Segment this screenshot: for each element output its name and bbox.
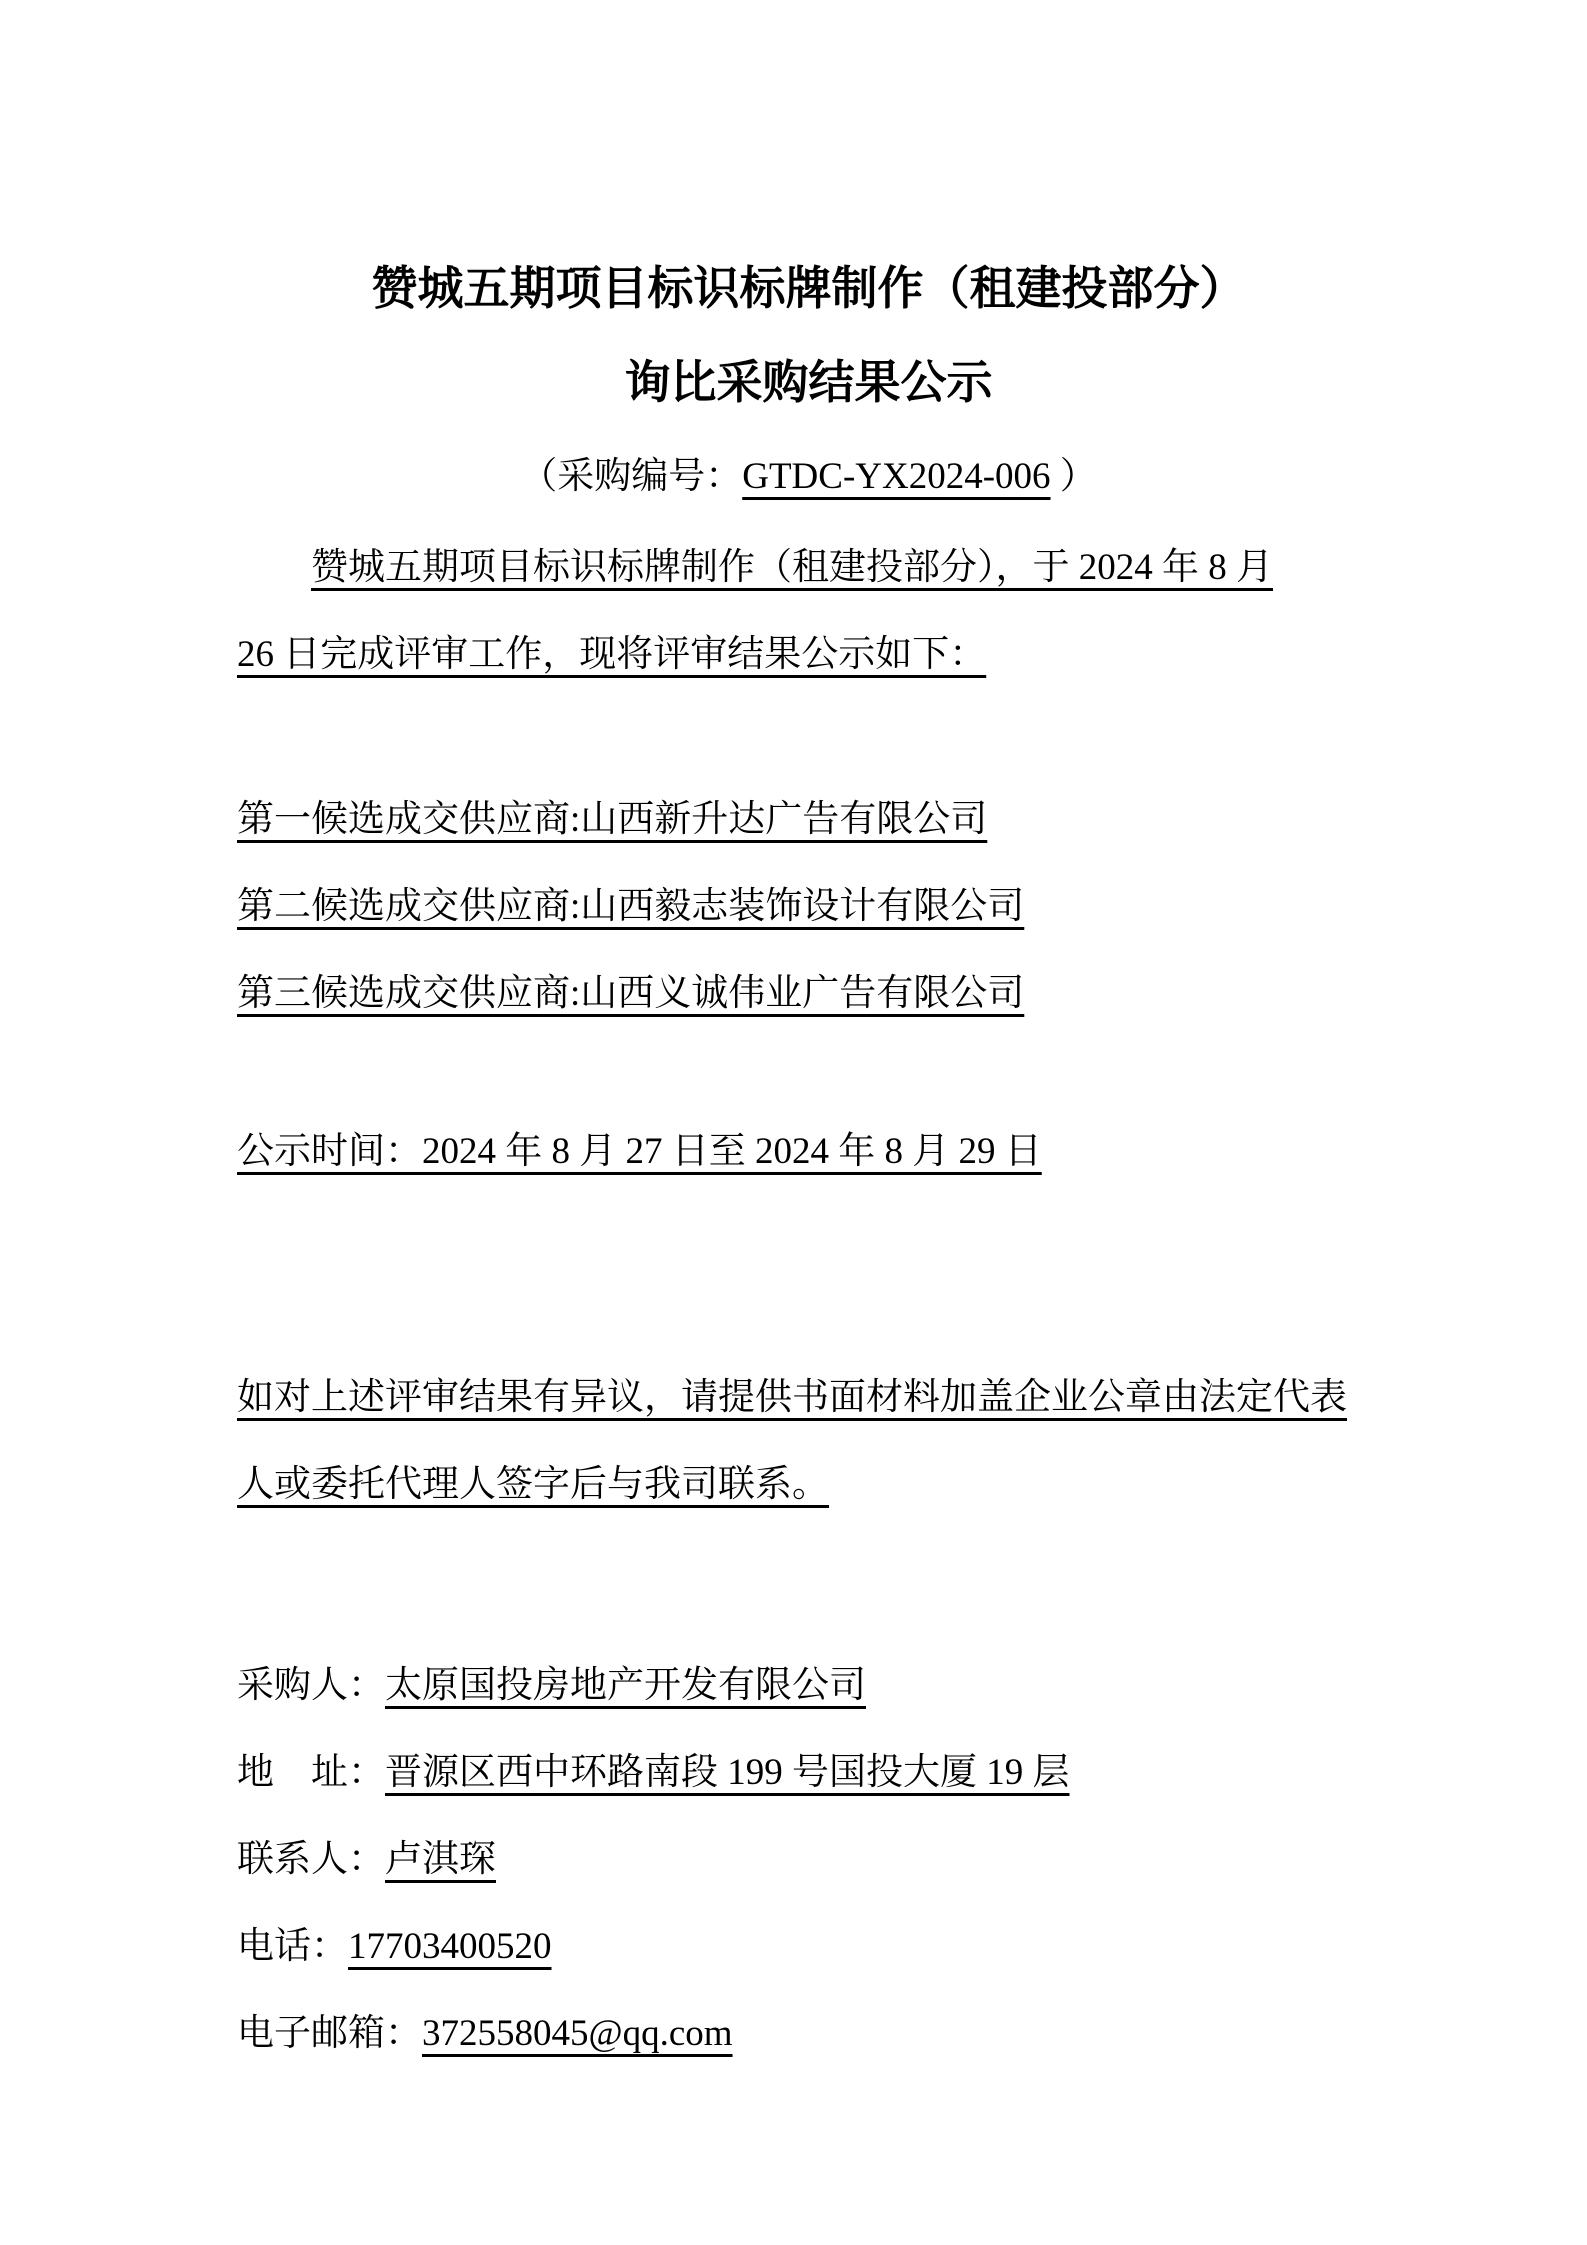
email-value: 372558045@qq.com (422, 2013, 733, 2054)
phone-value: 17703400520 (348, 1926, 552, 1967)
address-label: 地 址： (237, 1752, 385, 1793)
contact-row-contact-person (237, 1816, 1380, 1903)
document-title-line1: 赞城五期项目标识标牌制作（租建投部分） (371, 263, 1246, 314)
body-text-line2: 26 日完成评审工作，现将评审结果公示如下： (237, 634, 987, 675)
contact-row-address (237, 1729, 1380, 1816)
body-paragraph-line2 (237, 611, 1380, 698)
publicity-period-line (237, 1108, 1380, 1195)
candidate-2-text: 第二候选成交供应商:山西毅志装饰设计有限公司 (237, 886, 1025, 927)
candidate-3-text: 第三候选成交供应商:山西义诚伟业广告有限公司 (237, 973, 1025, 1014)
objection-text-line2: 人或委托代理人签字后与我司联系。 (237, 1464, 829, 1505)
candidate-line-3 (237, 950, 1380, 1037)
contact-row-email (237, 1990, 1380, 2077)
candidate-1-text: 第一候选成交供应商:山西新升达广告有限公司 (237, 799, 988, 840)
contact-person-value: 卢淇琛 (385, 1839, 496, 1880)
publicity-period-text: 公示时间：2024 年 8 月 27 日至 2024 年 8 月 29 日 (237, 1131, 1042, 1172)
objection-text-line1: 如对上述评审结果有异议，请提供书面材料加盖企业公章由法定代表 (237, 1377, 1347, 1418)
contact-row-phone (237, 1903, 1380, 1990)
contact-row-purchaser (237, 1642, 1380, 1729)
purchaser-value: 太原国投房地产开发有限公司 (385, 1665, 866, 1706)
email-label: 电子邮箱： (237, 2013, 422, 2054)
phone-label: 电话： (237, 1926, 348, 1967)
body-text-line1: 赞城五期项目标识标牌制作（租建投部分），于 2024 年 8 月 (311, 547, 1273, 588)
objection-paragraph-line1 (237, 1354, 1380, 1441)
procurement-number-line (237, 430, 1380, 524)
address-value: 晋源区西中环路南段 199 号国投大厦 19 层 (385, 1752, 1070, 1793)
document-title-line2: 询比采购结果公示 (624, 357, 993, 408)
purchaser-label: 采购人： (237, 1665, 385, 1706)
procurement-number: GTDC-YX2024-006 (742, 456, 1051, 497)
procurement-number-prefix: （采购编号： (520, 456, 743, 497)
body-paragraph-line1 (237, 524, 1380, 611)
procurement-number-suffix: ） (1050, 456, 1097, 497)
candidate-line-1 (237, 776, 1380, 863)
candidate-line-2 (237, 863, 1380, 950)
contact-person-label: 联系人： (237, 1839, 385, 1880)
objection-paragraph-line2 (237, 1441, 1380, 1528)
